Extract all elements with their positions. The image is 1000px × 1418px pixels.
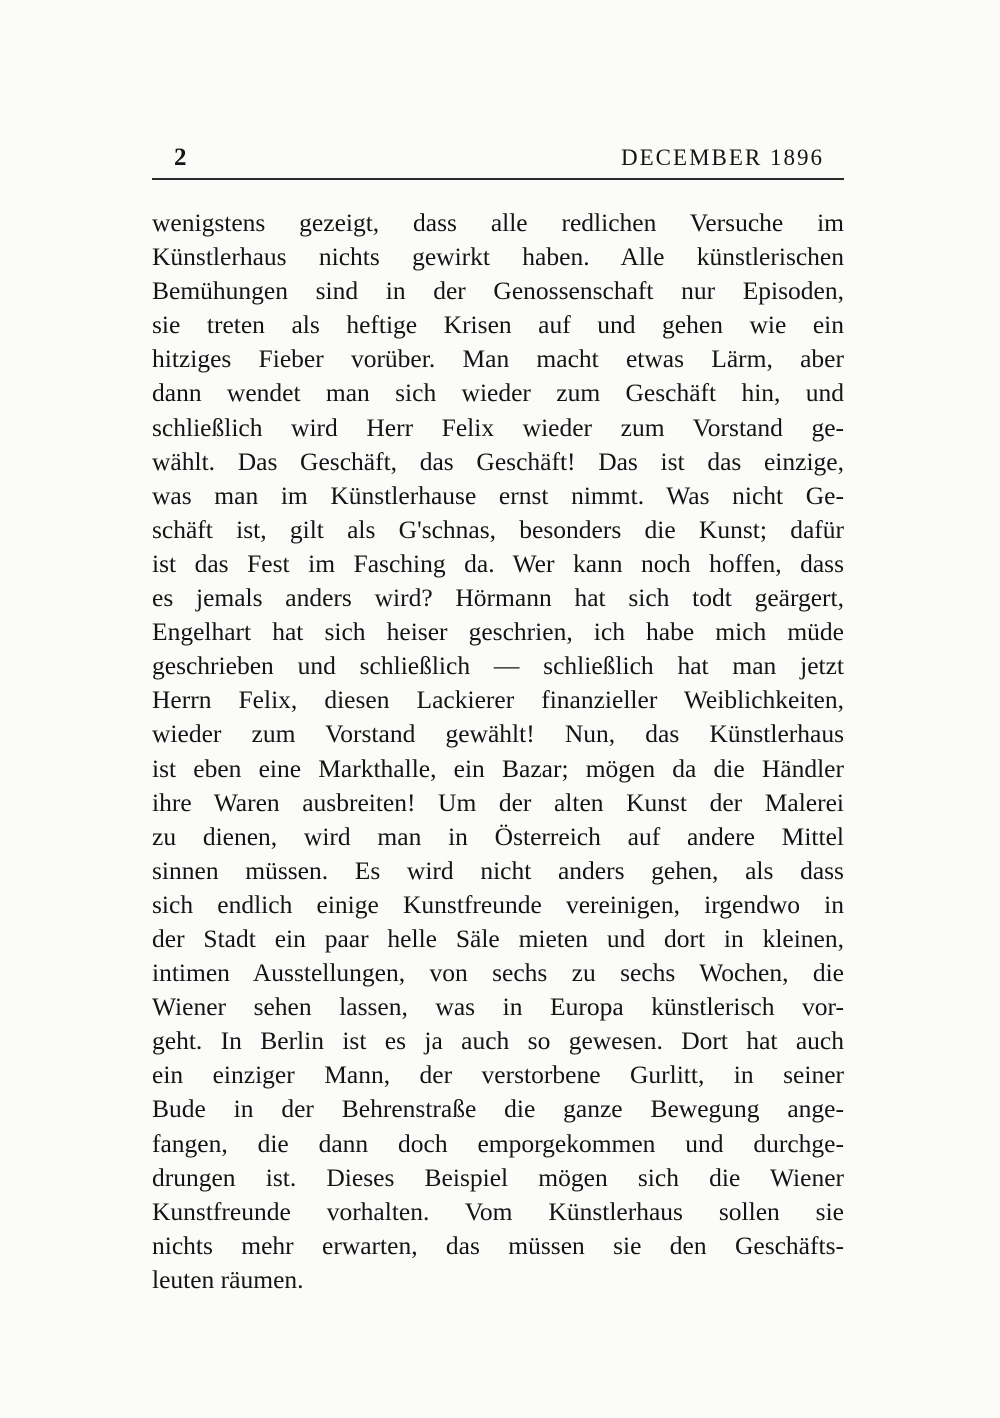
text-line: der Stadt ein paar helle Säle mieten und dort in kleinen, <box>152 923 844 953</box>
text-line: sie treten als heftige Krisen auf und gehen wie ein <box>152 310 844 340</box>
text-line: wenigstens gezeigt, dass alle redlichen Versuche im <box>152 208 844 237</box>
text-line: geschrieben und schließlich — schließlich hat man jetzt <box>152 651 844 681</box>
text-line: wieder zum Vorstand gewählt! Nun, das Künstlerhaus <box>152 719 844 749</box>
text-line: zu dienen, wird man in Österreich auf andere Mittel <box>152 821 844 851</box>
text-line: nichts mehr erwarten, das müssen sie den Geschäfts- <box>152 1230 844 1260</box>
running-title: DECEMBER 1896 <box>621 145 824 170</box>
text-line: es jemals anders wird? Hörmann hat sich todt geärgert, <box>152 583 844 613</box>
text-line: hitziges Fieber vorüber. Man macht etwas Lärm, aber <box>152 344 844 374</box>
text-line: Bemühungen sind in der Genossenschaft nur Episoden, <box>152 276 844 306</box>
text-line: ihre Waren ausbreiten! Um der alten Kunst der Malerei <box>152 787 844 817</box>
text-line: intimen Ausstellungen, von sechs zu sechs Wochen, die <box>152 958 844 988</box>
text-line: sich endlich einige Kunstfreunde vereinigen, irgendwo in <box>152 889 844 919</box>
text-line: Bude in der Behrenstraße die ganze Bewegung ange- <box>152 1094 844 1124</box>
text-line: fangen, die dann doch emporgekommen und durchge- <box>152 1128 844 1158</box>
header-rule <box>152 178 844 180</box>
text-line: sinnen müssen. Es wird nicht anders gehen, als dass <box>152 855 844 885</box>
text-line: dann wendet man sich wieder zum Geschäft hin, und <box>152 378 844 408</box>
text-line: Wiener sehen lassen, was in Europa künstlerisch vor- <box>152 992 844 1022</box>
text-line: ist eben eine Markthalle, ein Bazar; mögen da die Händler <box>152 753 844 783</box>
text-line: Herrn Felix, diesen Lackierer finanzieller Weiblichkeiten, <box>152 685 844 715</box>
text-line: wählt. Das Geschäft, das Geschäft! Das ist das einzige, <box>152 446 844 476</box>
body-paragraph <box>152 206 844 1297</box>
text-line: drungen ist. Dieses Beispiel mögen sich die Wiener <box>152 1162 844 1192</box>
text-line: ist das Fest im Fasching da. Wer kann noch hoffen, dass <box>152 548 844 578</box>
page-number: 2 <box>174 144 188 171</box>
text-line: was man im Künstlerhause ernst nimmt. Was nicht Ge- <box>152 480 844 510</box>
text-line: Kunstfreunde vorhalten. Vom Künstlerhaus sollen sie <box>152 1196 844 1226</box>
text-line-last: leuten räumen. <box>152 1264 304 1294</box>
text-line: schäft ist, gilt als G'schnas, besonders die Kunst; dafür <box>152 514 844 544</box>
running-header <box>152 138 842 178</box>
text-line: ein einziger Mann, der verstorbene Gurlitt, in seiner <box>152 1060 844 1090</box>
text-line: schließlich wird Herr Felix wieder zum Vorstand ge- <box>152 412 844 442</box>
text-line: geht. In Berlin ist es ja auch so gewesen. Dort hat auch <box>152 1026 844 1056</box>
text-line: Engelhart hat sich heiser geschrien, ich habe mich müde <box>152 617 844 647</box>
text-line: Künstlerhaus nichts gewirkt haben. Alle künstlerischen <box>152 242 844 272</box>
